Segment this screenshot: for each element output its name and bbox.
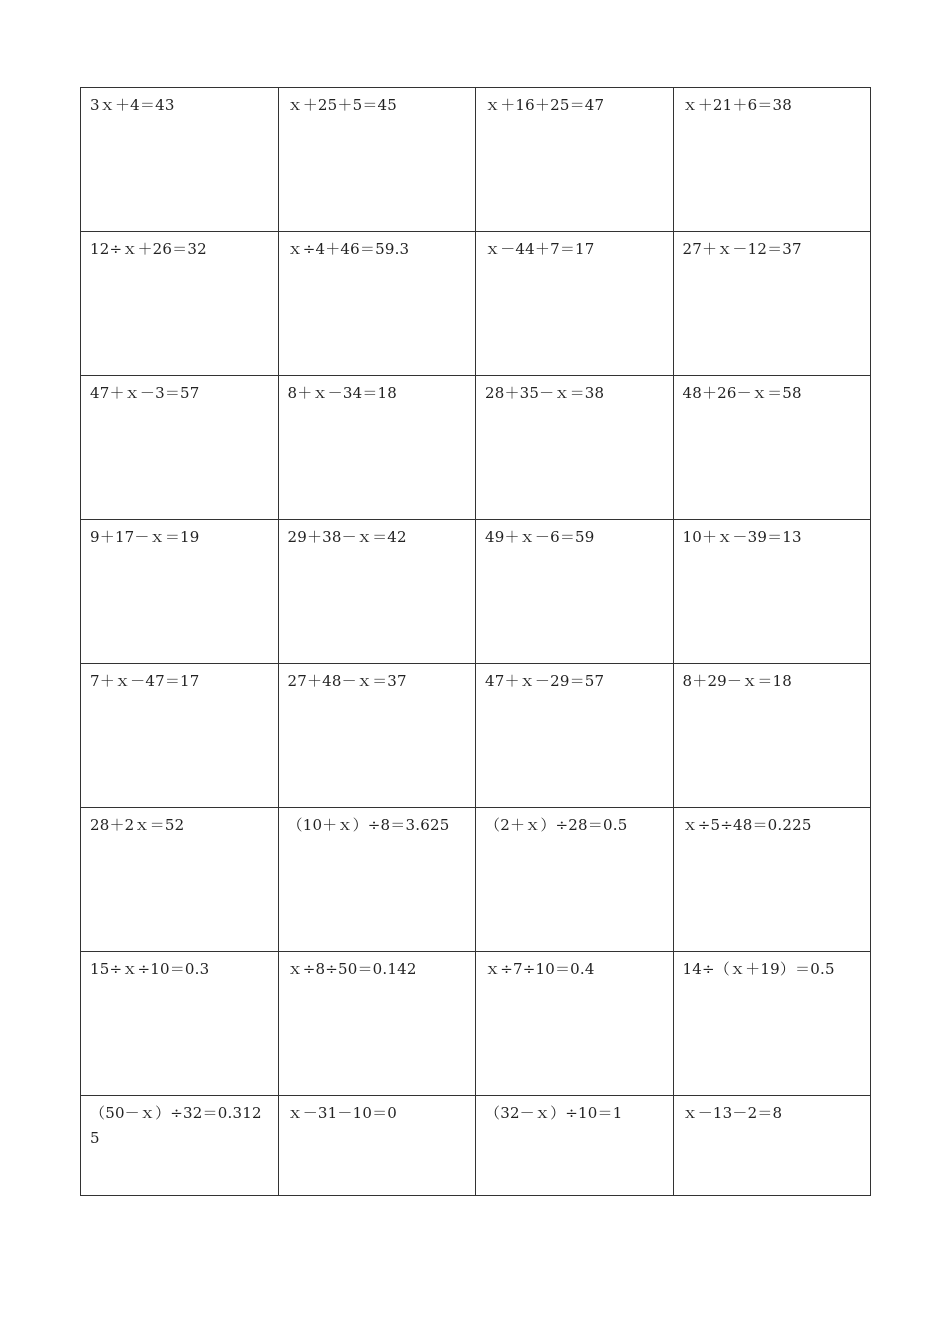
equation-cell	[673, 232, 871, 376]
equation-text: ｘ－31－10＝0	[287, 1104, 398, 1122]
equation-cell	[278, 88, 476, 232]
equation-cell	[673, 808, 871, 952]
equation-text: （32－ｘ）÷10＝1	[485, 1104, 623, 1122]
equation-text: 47＋ｘ－3＝57	[90, 384, 200, 402]
equation-cell	[673, 520, 871, 664]
equation-cell	[278, 376, 476, 520]
equation-text: 29＋38－ｘ＝42	[287, 528, 407, 546]
table-row	[81, 1096, 871, 1196]
equation-text: ｘ÷5÷48＝0.225	[682, 816, 812, 834]
equation-text: 12÷ｘ＋26＝32	[90, 240, 207, 258]
equation-text: 3ｘ＋4＝43	[90, 96, 175, 114]
equation-cell	[476, 664, 674, 808]
equation-cell	[81, 520, 279, 664]
table-row	[81, 808, 871, 952]
equation-text: ｘ＋25＋5＝45	[287, 96, 398, 114]
equation-text: （50－ｘ）÷32＝0.3125	[90, 1104, 262, 1147]
table-row	[81, 232, 871, 376]
equation-cell	[673, 952, 871, 1096]
equation-text: ｘ＋21＋6＝38	[682, 96, 793, 114]
equation-text: ｘ÷8÷50＝0.142	[287, 960, 417, 978]
equation-text: 8＋29－ｘ＝18	[682, 672, 793, 690]
table-row	[81, 376, 871, 520]
equation-cell	[81, 808, 279, 952]
equation-text: 9＋17－ｘ＝19	[90, 528, 200, 546]
equation-text: 28＋35－ｘ＝38	[485, 384, 605, 402]
equation-cell	[278, 1096, 476, 1196]
equation-text: 7＋ｘ－47＝17	[90, 672, 200, 690]
equation-cell	[673, 1096, 871, 1196]
equation-text: ｘ－44＋7＝17	[485, 240, 595, 258]
equation-text: 8＋ｘ－34＝18	[287, 384, 398, 402]
equation-text: 28＋2ｘ＝52	[90, 816, 185, 834]
equation-cell	[476, 376, 674, 520]
equation-text: 27＋ｘ－12＝37	[682, 240, 802, 258]
equation-cell	[278, 664, 476, 808]
equation-text: ｘ÷4＋46＝59.3	[287, 240, 410, 258]
equation-cell	[81, 88, 279, 232]
equation-cell	[673, 88, 871, 232]
equation-cell	[81, 376, 279, 520]
equation-cell	[476, 520, 674, 664]
equation-text: （2＋ｘ）÷28＝0.5	[485, 816, 628, 834]
equation-text: 10＋ｘ－39＝13	[682, 528, 802, 546]
equation-text: 27＋48－ｘ＝37	[287, 672, 407, 690]
equation-cell	[476, 232, 674, 376]
equation-cell	[476, 88, 674, 232]
equation-cell	[278, 952, 476, 1096]
equation-cell	[673, 376, 871, 520]
equation-cell	[81, 664, 279, 808]
equation-cell	[81, 232, 279, 376]
equation-text: 15÷ｘ÷10＝0.3	[90, 960, 210, 978]
table-row	[81, 664, 871, 808]
equation-text: 49＋ｘ－6＝59	[485, 528, 595, 546]
equation-text: 48＋26－ｘ＝58	[682, 384, 802, 402]
equation-text: （10＋ｘ）÷8＝3.625	[287, 816, 450, 834]
equation-cell	[278, 520, 476, 664]
equation-text: ｘ÷7÷10＝0.4	[485, 960, 595, 978]
equation-cell	[278, 808, 476, 952]
equation-cell	[673, 664, 871, 808]
equation-cell	[476, 808, 674, 952]
equation-text: ｘ－13－2＝8	[682, 1104, 783, 1122]
equation-text: ｘ＋16＋25＝47	[485, 96, 605, 114]
equation-cell	[81, 1096, 279, 1196]
equation-cell	[278, 232, 476, 376]
equation-text: 14÷（ｘ＋19）＝0.5	[682, 960, 835, 978]
equation-table	[80, 87, 871, 1196]
equation-text: 47＋ｘ－29＝57	[485, 672, 605, 690]
table-row	[81, 88, 871, 232]
table-row	[81, 520, 871, 664]
equation-cell	[476, 952, 674, 1096]
equation-cell	[81, 952, 279, 1096]
table-row	[81, 952, 871, 1096]
equation-cell	[476, 1096, 674, 1196]
